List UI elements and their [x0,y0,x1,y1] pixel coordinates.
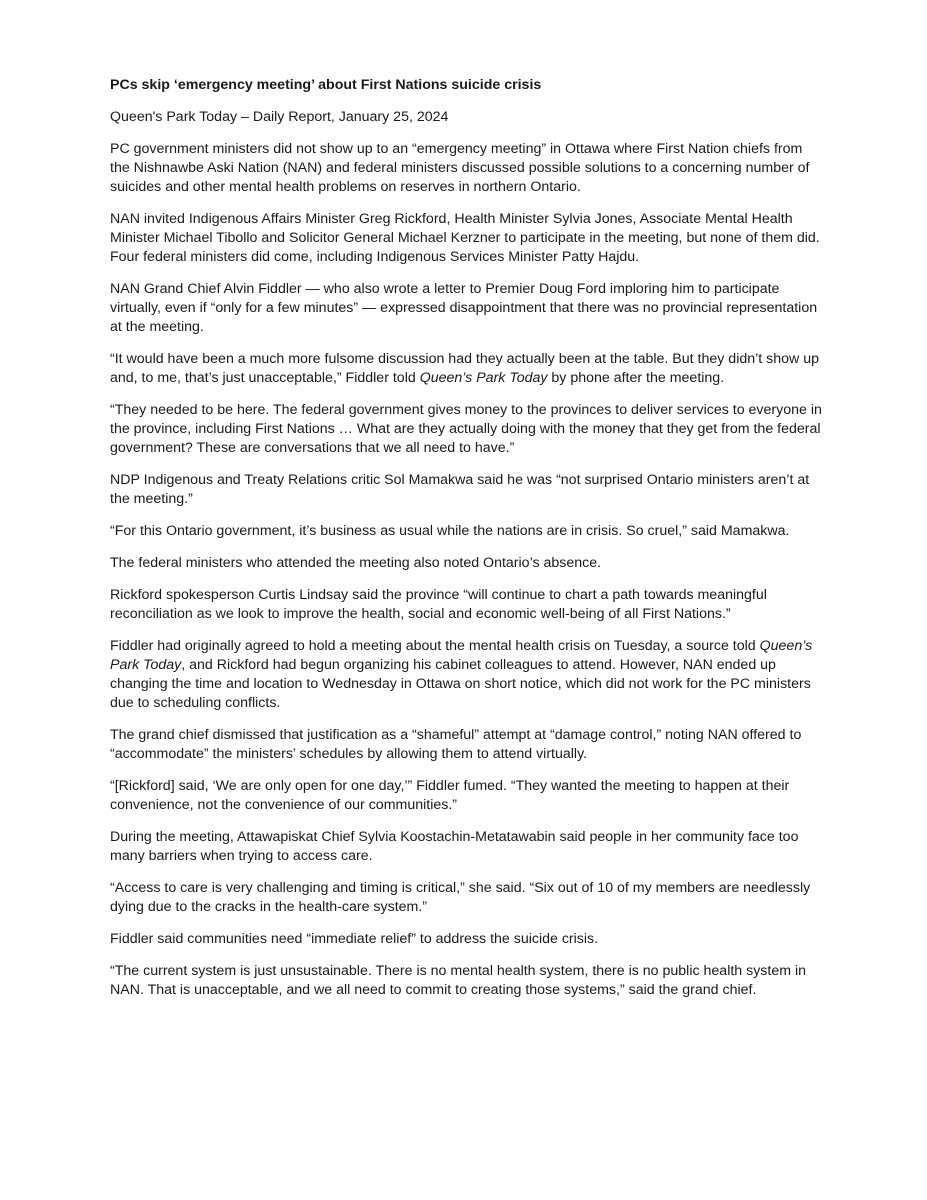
paragraph: Fiddler had originally agreed to hold a meeting about the mental health crisis on Tuesday, a source told Queen’s Park Today, and Rickford had begun organizing his cabinet colleagues to attend. However, NAN ended up changing the time and location to Wednesday in Ottawa on short notice, which did not work for the PC ministers due to scheduling conflicts. [110,638,813,711]
paragraph: “The current system is just unsustainable. There is no mental health system, there is no public health system in NAN. That is unacceptable, and we all need to commit to creating those systems,” said the grand chief. [110,963,807,998]
paragraph: “[Rickford] said, ‘We are only open for one day,’” Fiddler fumed. “They wanted the meeting to happen at their convenience, not the convenience of our communities.” [110,778,790,813]
paragraph: “For this Ontario government, it’s business as usual while the nations are in crisis. So cruel,” said Mamakwa. [110,523,790,539]
article-dateline: Queen's Park Today – Daily Report, January 25, 2024 [110,109,449,125]
publication-name: Queen’s Park Today [419,370,548,386]
publication-name: Queen’s Park Today [110,638,813,673]
article-body [110,76,822,1000]
paragraph: NAN invited Indigenous Affairs Minister Greg Rickford, Health Minister Sylvia Jones, Associate Mental Health Minister Michael Tibollo and Solicitor General Michael Kerzner to participate in the meeting, but none of them did. Four federal ministers did come, including Indigenous Services Minister Patty Hajdu. [110,211,820,265]
paragraph: Fiddler said communities need “immediate relief” to address the suicide crisis. [110,931,599,947]
article-title: PCs skip ‘emergency meeting’ about First Nations suicide crisis [110,77,542,93]
paragraph: The federal ministers who attended the meeting also noted Ontario’s absence. [110,555,602,571]
paragraph: PC government ministers did not show up to an “emergency meeting” in Ottawa where First Nation chiefs from the Nishnawbe Aski Nation (NAN) and federal ministers discussed possible solutions to a concerning number of suicides and other mental health problems on reserves in northern Ontario. [110,141,810,195]
paragraph: During the meeting, Attawapiskat Chief Sylvia Koostachin-Metatawabin said people in her community face too many barriers when trying to access care. [110,829,799,864]
paragraph: “Access to care is very challenging and timing is critical,” she said. “Six out of 10 of my members are needlessly dying due to the cracks in the health-care system.” [110,880,811,915]
paragraph: “It would have been a much more fulsome discussion had they actually been at the table. But they didn’t show up and, to me, that’s just unacceptable,” Fiddler told Queen’s Park Today by phone after the meeting. [110,351,820,386]
paragraph: NAN Grand Chief Alvin Fiddler — who also wrote a letter to Premier Doug Ford imploring him to participate virtually, even if “only for a few minutes” — expressed disappointment that there was no provincial representation at the meeting. [110,281,818,335]
paragraph: “They needed to be here. The federal government gives money to the provinces to deliver services to everyone in the province, including First Nations … What are they actually doing with the money that they get from the federal government? These are conversations that we all need to have.” [110,402,822,456]
paragraph: NDP Indigenous and Treaty Relations critic Sol Mamakwa said he was “not surprised Ontario ministers aren’t at the meeting.” [110,472,810,507]
paragraph: Rickford spokesperson Curtis Lindsay said the province “will continue to chart a path towards meaningful reconciliation as we look to improve the health, social and economic well-being of all First Nations.” [110,587,767,622]
paragraph: The grand chief dismissed that justification as a “shameful” attempt at “damage control,” noting NAN offered to “accommodate” the ministers’ schedules by allowing them to attend virtually. [110,727,802,762]
